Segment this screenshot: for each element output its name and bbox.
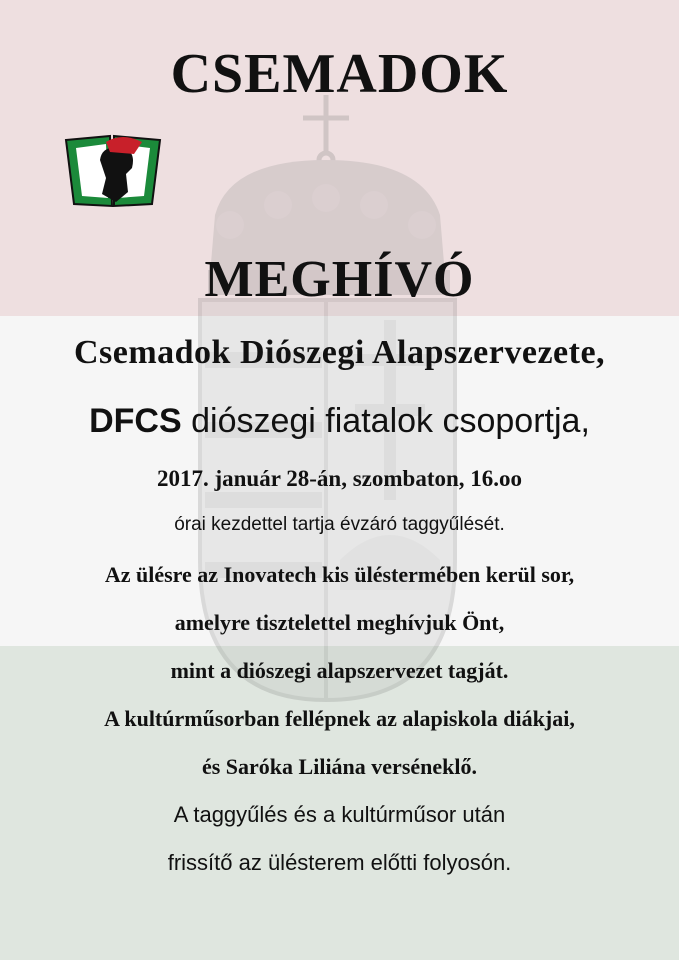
body-line-3: amelyre tisztelettel meghívjuk Önt,: [174, 610, 505, 635]
body-line-1: órai kezdettel tartja évzáró taggyűlését.: [174, 514, 505, 535]
body-line-8: frissítő az ülésterem előtti folyosón.: [167, 850, 512, 875]
organizer-line-1: Csemadok Diószegi Alapszervezete,: [73, 334, 606, 371]
page-title: CSEMADOK: [170, 43, 509, 105]
body-line-5: A kultúrműsorban fellépnek az alapiskola diákjai,: [104, 706, 575, 731]
body-line-4: mint a diószegi alapszervezet tagját.: [170, 658, 509, 683]
organizer-description: diószegi fiatalok csoportja,: [181, 402, 590, 440]
csemadok-logo-icon: [62, 130, 164, 210]
body-line-2: Az ülésre az Inovatech kis üléstermében kerül sor,: [104, 562, 575, 587]
date-line: 2017. január 28-án, szombaton, 16.oo: [156, 466, 523, 491]
invitation-heading: MEGHÍVÓ: [204, 251, 475, 308]
organizer-line-2: [0, 402, 679, 441]
organizer-abbreviation: DFCS: [89, 402, 182, 440]
body-line-6: és Saróka Liliána verséneklő.: [201, 754, 477, 779]
body-line-7: A taggyűlés és a kultúrműsor után: [173, 802, 506, 827]
